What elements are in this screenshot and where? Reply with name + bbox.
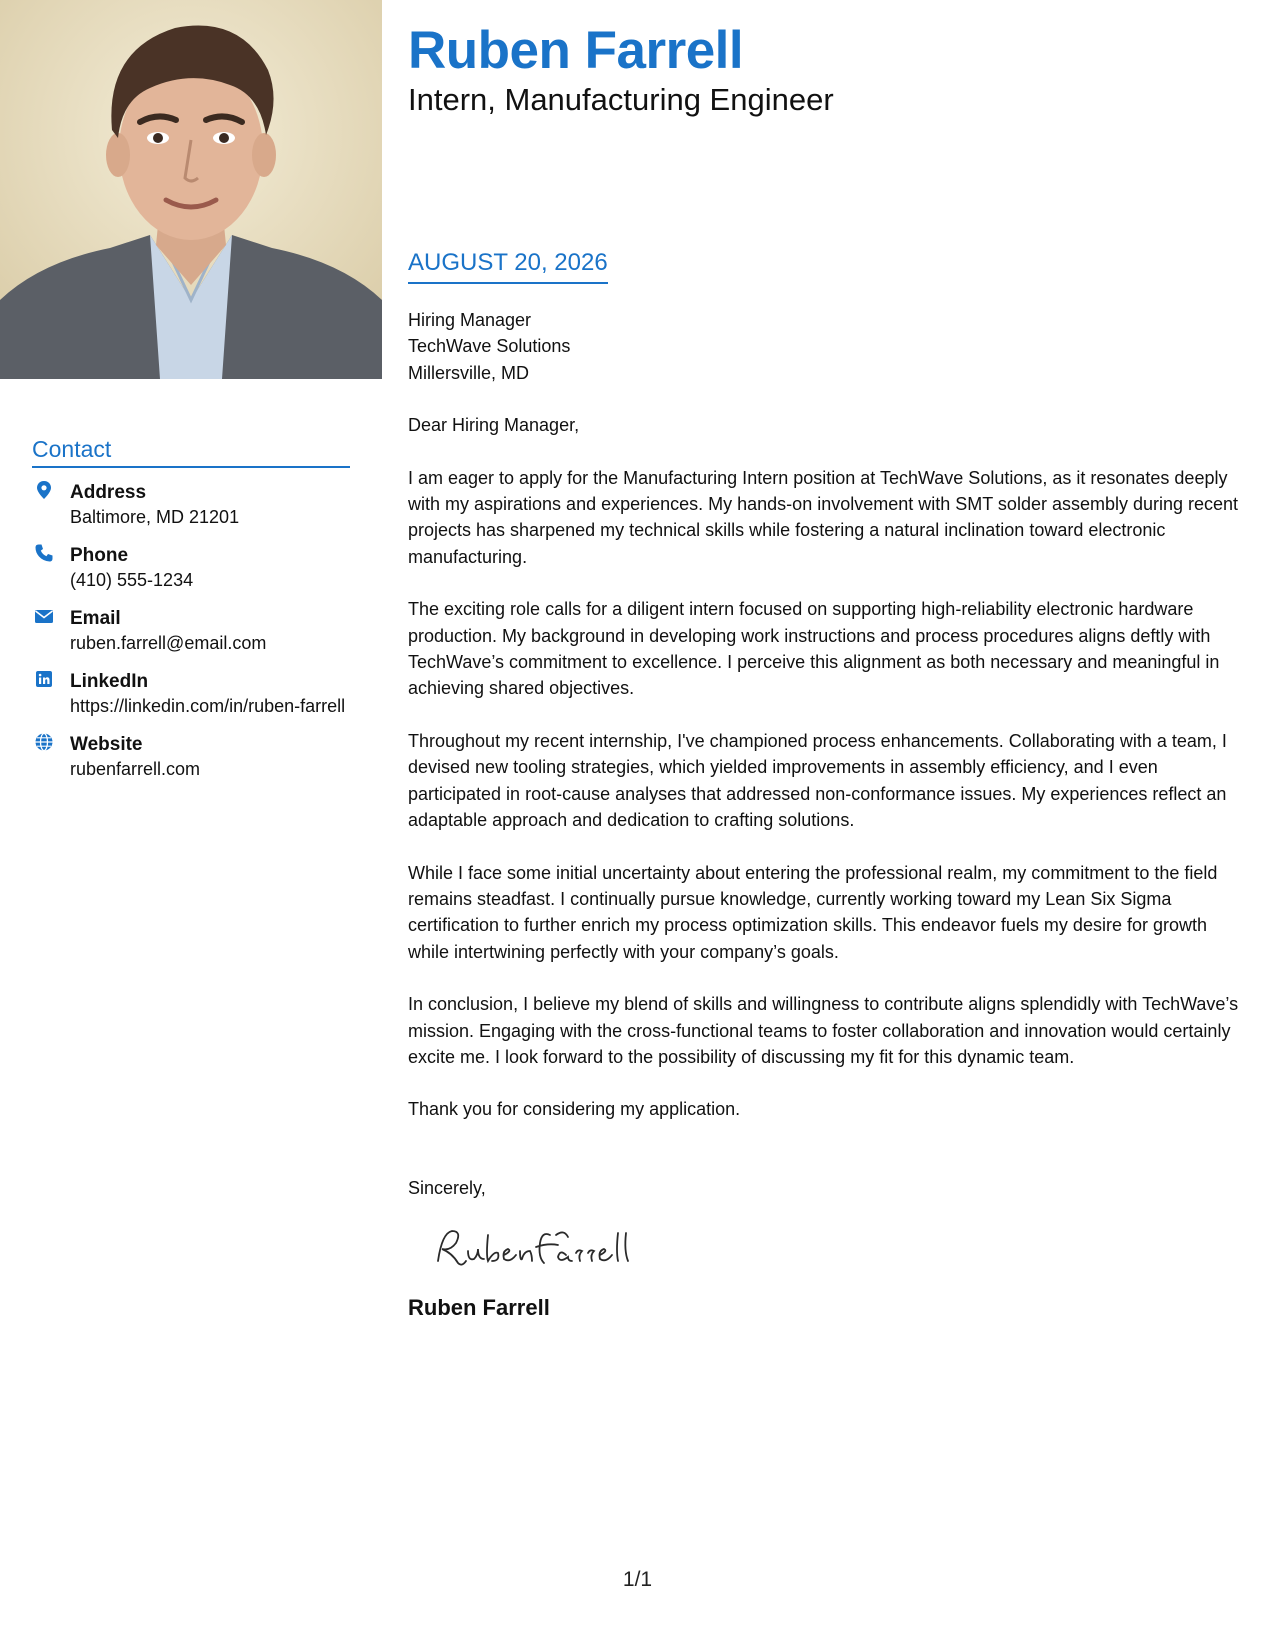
recipient-company: TechWave Solutions [408,336,571,357]
linkedin-icon [34,669,54,689]
signer-name: Ruben Farrell [408,1295,550,1321]
phone-icon [34,543,54,563]
recipient-title: Hiring Manager [408,310,532,330]
applicant-name: Ruben Farrell [408,21,744,80]
paragraph-5: In conclusion, I believe my blend of skills and willingness to contribute aligns splendidly with TechWave’s mission. Engaging with the cross-functional teams to foster collaboration and innovation would certainly excite me. I look forward to the possibility of discussing my fit for this dynamic team. [408,994,1239,1067]
contact-value-address: Baltimore, MD 21201 [70,507,240,527]
contact-email [32,606,350,656]
paragraph-1: I am eager to apply for the Manufacturing Intern position at TechWave Solutions, as it resonates deeply with my aspirations and experiences. My hands-on involvement with SMT solder assembly during recent projects has sharpened my technical skills while fostering a natural inclination toward electronic manufacturing. [408,467,1239,567]
contact-label-linkedin: LinkedIn [70,671,149,692]
paragraph-4: While I face some initial uncertainty about entering the professional realm, my commitment to the field remains steadfast. I continually pursue knowledge, currently working toward my Lean Six Sigma certification to further enrich my process optimization skills. This endeavor fuels my desire for growth while intertwining perfectly with your company’s goals. [408,862,1218,962]
page-number: 1/1 [622,1568,653,1591]
contact-label-email: Email [70,608,121,629]
contact-value-phone: (410) 555-1234 [70,570,194,590]
letter-date: AUGUST 20, 2026 [408,249,608,284]
globe-icon [34,732,54,752]
recipient-block [408,307,1246,386]
contact-heading: Contact [32,436,350,468]
closing: Sincerely, [408,1177,486,1198]
contact-address [32,480,350,530]
recipient-location: Millersville, MD [408,362,529,383]
contact-label-phone: Phone [70,545,129,566]
contact-section [32,436,350,795]
profile-photo [0,0,382,379]
sidebar [0,0,382,1650]
job-title: Intern, Manufacturing Engineer [408,82,834,117]
location-pin-icon [34,480,54,500]
salutation: Dear Hiring Manager, [408,415,580,436]
letter-body [408,307,1246,1322]
contact-phone [32,543,350,593]
contact-value-linkedin[interactable]: https://linkedin.com/in/ruben-farrell [70,696,346,716]
contact-label-address: Address [70,482,147,503]
envelope-icon [34,606,54,626]
contact-value-email[interactable]: ruben.farrell@email.com [70,633,267,653]
paragraph-2: The exciting role calls for a diligent intern focused on supporting high-reliability electronic hardware production. My background in developing work instructions and process procedures aligns deftly with TechWave’s commitment to excellence. I perceive this alignment as both necessary and meaningful in achieving shared objectives. [408,599,1220,699]
contact-value-website[interactable]: rubenfarrell.com [70,759,201,779]
thanks-line: Thank you for considering my application. [408,1099,741,1120]
handwritten-signature [432,1221,672,1275]
contact-website [32,732,350,782]
contact-label-website: Website [70,734,143,755]
contact-linkedin [32,669,350,719]
paragraph-3: Throughout my recent internship, I've championed process enhancements. Collaborating with a team, I devised new tooling strategies, which yielded improvements in assembly efficiency, and I even participated in root-cause analyses that addressed non-conformance issues. My experiences reflect an adaptable approach and dedication to crafting solutions. [408,730,1227,831]
